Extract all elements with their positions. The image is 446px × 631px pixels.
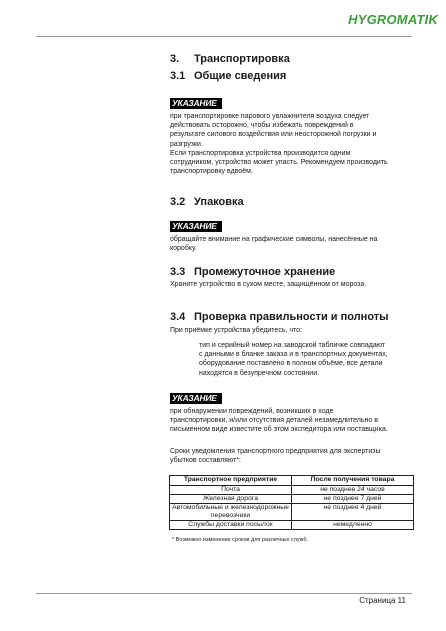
table-cell-carrier: Железная дорога xyxy=(170,495,292,504)
heading-3-2: 3.2 Упаковка xyxy=(170,196,244,208)
notice-badge-3: УКАЗАНИЕ xyxy=(170,393,222,404)
table-cell-carrier: Почта xyxy=(170,486,292,495)
notice-3-text: при обнаружении повреждений, возникших в ходе транспортировки, и/или отсутствия деталей незамедлительно в письменном виде известите об этом экспедитора или поставщика. xyxy=(170,408,388,434)
logo-part2: MATIK xyxy=(396,12,438,27)
table-header-carrier: Транспортное предприятие xyxy=(170,476,292,486)
notice-1-text: при транспортировке парового увлажнителя воздуха следует действовать осторожно, чтобы избежать повреждений в результате силового воздействия или неосторожной погрузки и разгрузки. Если транспортировка устройства производится одним сотрудником, устройство может упасть. Рекомендуем производить транспортировку вдвоём. xyxy=(170,113,388,176)
table-header-deadline: После получения товара xyxy=(292,476,414,486)
table-cell-deadline: не позднее 24 часов xyxy=(292,486,414,495)
storage-text: Храните устройство в сухом месте, защищённом от мороза. xyxy=(170,281,367,288)
notice-badge-2: УКАЗАНИЕ xyxy=(170,221,222,232)
table-header-row xyxy=(170,476,414,486)
hygromatik-logo xyxy=(348,12,438,27)
notice-2-text: обращайте внимание на графические символы, нанесённые на коробку. xyxy=(170,236,378,253)
table-row xyxy=(170,521,414,530)
footer-rule xyxy=(36,593,412,594)
table-row xyxy=(170,504,414,521)
check-intro: При приёмке устройства убедитесь, что: xyxy=(170,327,302,334)
table-cell-deadline: немедленно xyxy=(292,521,414,530)
header-rule xyxy=(36,36,412,37)
notification-deadlines-table xyxy=(169,475,414,530)
table-cell-carrier: Службы доставки посылок xyxy=(170,521,292,530)
table-row xyxy=(170,486,414,495)
table-row xyxy=(170,495,414,504)
notice-badge-1: УКАЗАНИЕ xyxy=(170,98,222,109)
table-cell-deadline: не позднее 7 дней xyxy=(292,495,414,504)
table-footnote: * Возможно изменение сроков для различных служб. xyxy=(172,537,309,543)
page-number: Страница 11 xyxy=(359,596,406,605)
heading-3-1: 3.1 Общие сведения xyxy=(170,70,287,82)
heading-3-3: 3.3 Промежуточное хранение xyxy=(170,266,336,278)
check-list: тип и серийный номер на заводской табличке совпадают с данными в бланке заказа и в транспортных документах, оборудование поставлено в полном объёме, все детали находятся в безупречном состоянии. xyxy=(199,342,388,377)
logo-part1: HYGRO xyxy=(348,12,397,27)
heading-3-4: 3.4 Проверка правильности и полноты xyxy=(170,311,389,323)
table-cell-deadline: не позднее 4 дней xyxy=(292,504,414,521)
heading-3: 3. Транспортировка xyxy=(170,53,290,65)
deadline-text: Сроки уведомления транспортного предприятия для экспертизы убытков составляют*: xyxy=(170,448,381,465)
table-cell-carrier: Автомобильные и железнодорожные перевозчики xyxy=(170,504,292,521)
